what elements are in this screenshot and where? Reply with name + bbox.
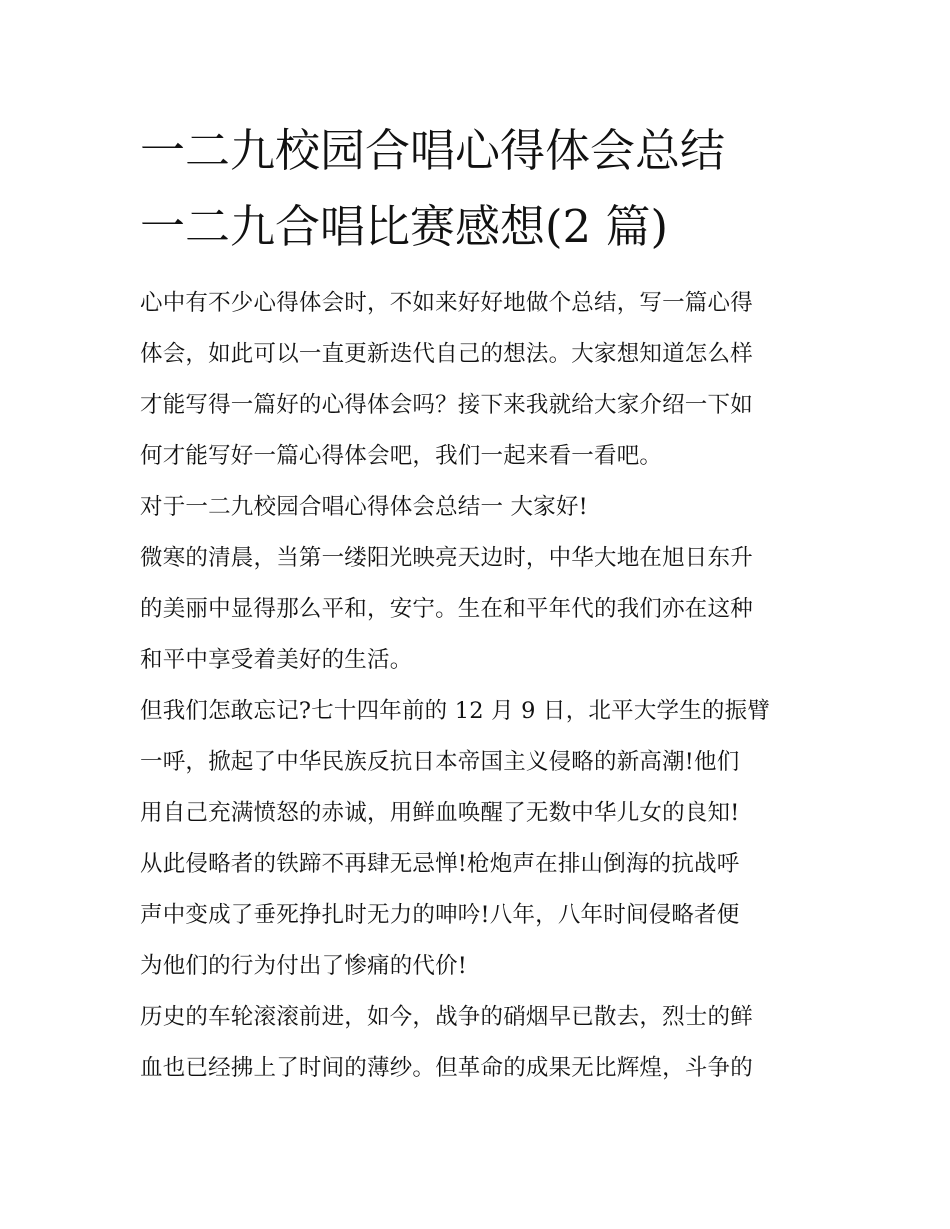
title-line-2: 一二九合唱比赛感想(2 篇) <box>140 200 669 253</box>
body-line: 何才能写好一篇心得体会吧，我们一起来看一看吧。 <box>140 443 663 469</box>
body-line: 和平中享受着美好的生活。 <box>140 647 413 673</box>
body-line: 但我们怎敢忘记?七十四年前的 12 月 9 日，北平大学生的振臂 <box>140 698 771 724</box>
body-line: 历史的车轮滚滚前进，如今，战争的硝烟早已散去，烈士的鲜 <box>140 1004 753 1030</box>
body-line: 从此侵略者的铁蹄不再肆无忌惮!枪炮声在排山倒海的抗战呼 <box>140 851 740 877</box>
body-line: 微寒的清晨，当第一缕阳光映亮天边时，中华大地在旭日东升 <box>140 545 753 571</box>
body-line: 心中有不少心得体会时，不如来好好地做个总结，写一篇心得 <box>140 290 753 316</box>
body-line: 体会，如此可以一直更新迭代自己的想法。大家想知道怎么样 <box>140 341 753 367</box>
body-line: 为他们的行为付出了惨痛的代价! <box>140 953 468 979</box>
body-line: 的美丽中显得那么平和，安宁。生在和平年代的我们亦在这种 <box>140 596 753 622</box>
body-line: 血也已经拂上了时间的薄纱。但革命的成果无比辉煌，斗争的 <box>140 1055 753 1081</box>
body-line: 才能写得一篇好的心得体会吗？接下来我就给大家介绍一下如 <box>140 392 753 418</box>
body-line: 用自己充满愤怒的赤诚，用鲜血唤醒了无数中华儿女的良知! <box>140 800 740 826</box>
body-line: 对于一二九校园合唱心得体会总结一 大家好! <box>140 494 588 520</box>
body-line: 一呼，掀起了中华民族反抗日本帝国主义侵略的新高潮!他们 <box>140 749 740 775</box>
document-body <box>140 278 815 1094</box>
body-line: 声中变成了垂死挣扎时无力的呻吟!八年，八年时间侵略者便 <box>140 902 740 928</box>
title-line-1: 一二九校园合唱心得体会总结 <box>140 124 726 177</box>
document-title <box>140 113 830 265</box>
